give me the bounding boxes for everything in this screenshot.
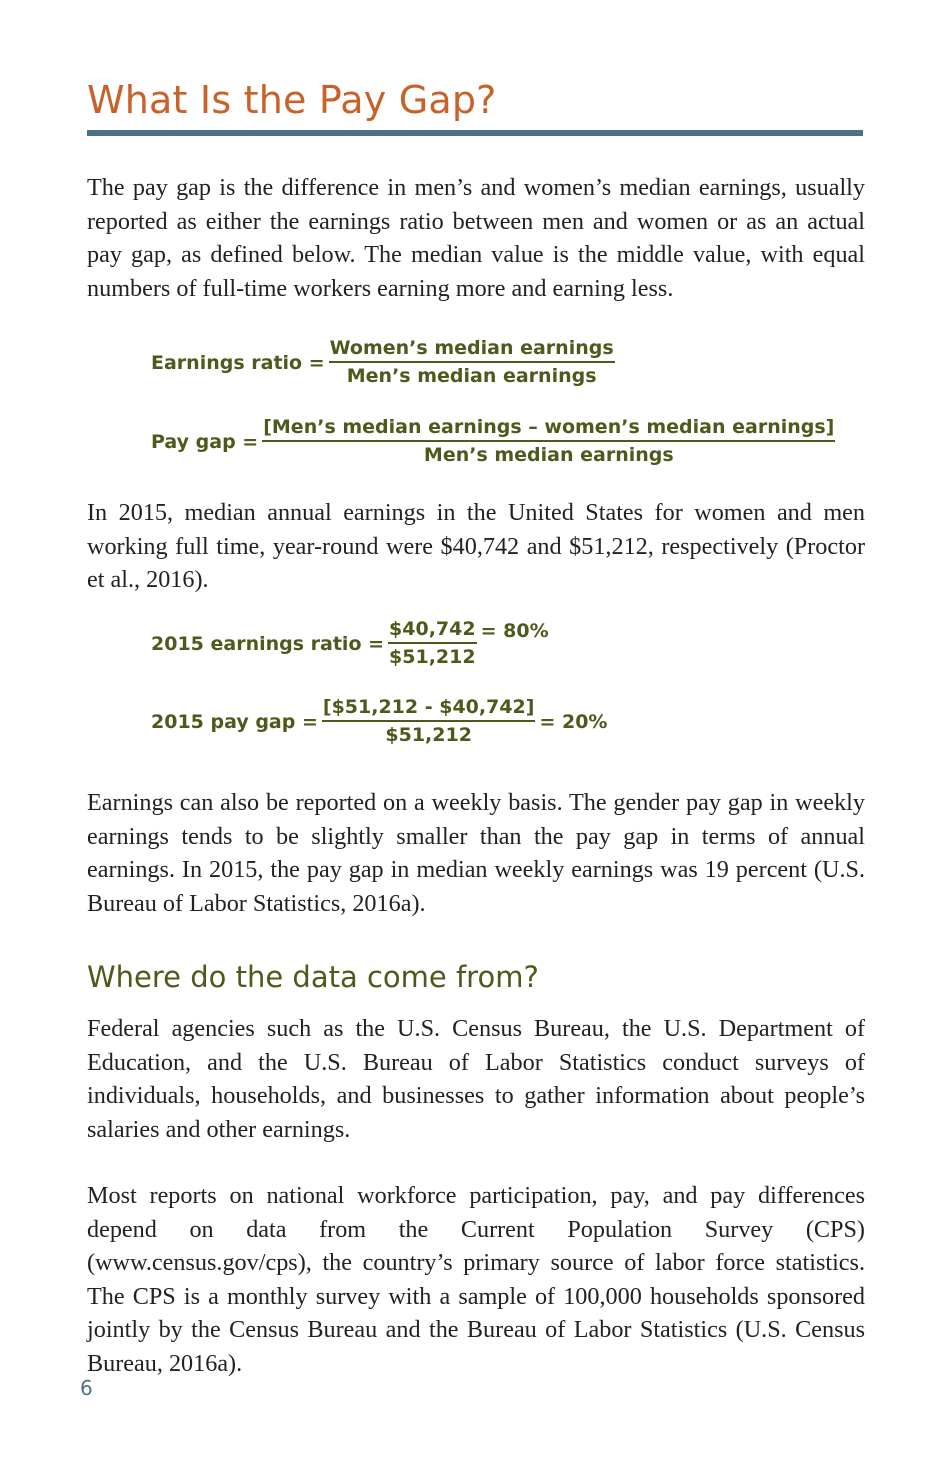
earnings-ratio-formula [151, 336, 619, 389]
gap-2015-numerator: [$51,212 - $40,742] [322, 695, 536, 722]
gap-2015-fraction [322, 695, 536, 748]
ratio-2015-label: 2015 earnings ratio = [151, 632, 385, 655]
section-heading: Where do the data come from? [87, 960, 539, 994]
earnings-ratio-label: Earnings ratio = [151, 351, 325, 374]
pay-gap-fraction [262, 415, 835, 468]
earnings-ratio-fraction [329, 336, 615, 389]
title-underline-rule [87, 130, 863, 136]
page-number: 6 [80, 1376, 93, 1400]
ratio-2015-numerator: $40,742 [388, 617, 477, 644]
gap-2015-result: = 20% [539, 710, 608, 733]
intro-paragraph: The pay gap is the difference in men’s and women’s median earnings, usually reported as either the earnings ratio between men and women or as an actual pay gap, as defined below. The median value is the middle value, with equal numbers of full-time workers earning more and earning less. [87, 174, 865, 302]
pay-gap-numerator: [Men’s median earnings – women’s median earnings] [262, 415, 835, 442]
gap-2015-denominator: $51,212 [385, 724, 472, 746]
ratio-2015-fraction [388, 617, 477, 670]
earnings-ratio-numerator: Women’s median earnings [329, 336, 615, 363]
gap-2015-formula [151, 695, 607, 748]
pay-gap-label: Pay gap = [151, 430, 259, 453]
gap-2015-label: 2015 pay gap = [151, 710, 318, 733]
earnings-ratio-denominator: Men’s median earnings [346, 365, 597, 387]
page-title: What Is the Pay Gap? [87, 78, 497, 122]
stats-2015-paragraph: In 2015, median annual earnings in the United States for women and men working full time, year-round were $40,742 and $51,212, respectively (Proctor et al., 2016). [87, 499, 865, 593]
ratio-2015-denominator: $51,212 [389, 646, 476, 668]
cps-paragraph: Most reports on national workforce participation, pay, and pay differences depend on data from the Current Population Survey (CPS) (www.census.gov/cps), the country’s primary source of labor force statistics. The CPS is a monthly survey with a sample of 100,000 households sponsored jointly by the Census Bureau and the Bureau of Labor Statistics (U.S. Census Bureau, 2016a). [87, 1182, 865, 1377]
ratio-2015-formula [151, 617, 549, 670]
weekly-earnings-paragraph: Earnings can also be reported on a weekly basis. The gender pay gap in weekly earnings tends to be slightly smaller than the pay gap in terms of annual earnings. In 2015, the pay gap in median weekly earnings was 19 percent (U.S. Bureau of Labor Statistics, 2016a). [87, 789, 865, 917]
ratio-2015-result: = 80% [480, 619, 549, 642]
agencies-paragraph: Federal agencies such as the U.S. Census Bureau, the U.S. Department of Education, and the U.S. Bureau of Labor Statistics conduct surveys of individuals, households, and businesses to gather information about people’s salaries and other earnings. [87, 1015, 865, 1143]
pay-gap-formula [151, 415, 839, 468]
pay-gap-denominator: Men’s median earnings [423, 444, 674, 466]
